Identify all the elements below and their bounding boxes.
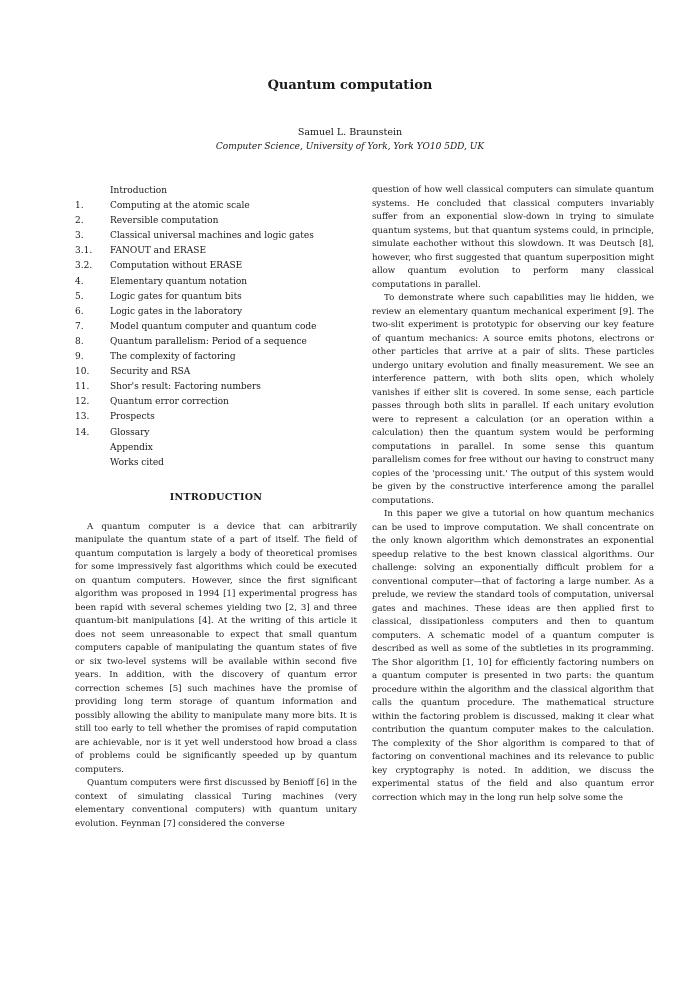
toc-label: Classical universal machines and logic gates: [110, 231, 314, 242]
body-paragraph: Quantum computers were first discussed by Benioff [6] in the context of simulating classical Turing machines (very elementary conventional computers) with quantum unitary evolution. Feynman [7] considered the converse: [75, 778, 357, 829]
toc-number: 7.: [75, 321, 84, 332]
toc-number: 9.: [75, 352, 84, 363]
toc-label: Quantum parallelism: Period of a sequence: [110, 336, 307, 347]
toc-label: Glossary: [110, 427, 150, 438]
body-paragraph: To demonstrate where such capabilities may lie hidden, we review an elementary quantum mechanical experiment [9]. The two-slit experiment is prototypic for observing our key feature of quantum mechanics: A source emits photons, electrons or other particles that arrive at a pair of slits. These particles undergo unitary evolution and finally measurement. We see an interference pattern, with both slits open, which wholely vanishes if either slit is covered. In some sense, each particle passes through both slits in parallel. If each unitary evolution were to represent a calculation (or an operation within a calculation) then the quantum system would be performing computations in parallel. In some sense this quantum parallelism comes for free without our having to construct many copies of the 'processing unit.' The output of this system would be given by the constructive interference among the parallel computations.: [372, 293, 654, 506]
toc-label: Works cited: [110, 457, 164, 468]
toc-label: Computing at the atomic scale: [110, 201, 250, 212]
toc-number: 12.: [75, 397, 90, 408]
toc-number: [75, 456, 110, 471]
toc-number: 14.: [75, 427, 90, 438]
toc-number: 3.: [75, 231, 84, 242]
toc-label: Reversible computation: [110, 216, 219, 227]
toc-entry: [75, 305, 357, 320]
toc-entry: [75, 275, 357, 290]
toc-entry: [75, 184, 357, 199]
toc-number: 1.: [75, 201, 84, 212]
toc-label: Appendix: [110, 442, 153, 453]
toc-number: [75, 441, 110, 456]
left-body-text: [75, 521, 357, 832]
body-paragraph: A quantum computer is a device that can arbitrarily manipulate the quantum state of a part of itself. The field of quantum computation is largely a body of theoretical promises for some impressively fast algorithms which could be executed on quantum computers. However, since the first significant algorithm was proposed in 1994 [1] experimental progress has been rapid with several schemes yielding two [2, 3] and three quantum-bit manipulations [4]. At the writing of this article it does not seem unreasonable to expect that small quantum computers capable of manipulating the quantum states of five or six two-level systems will be available within second five years. In addition, with the discovery of quantum error correction schemes [5] such machines have the promise of providing long term storage of quantum information and possibly allowing the ability to manipulate many more bits. It is still too early to tell whether the promises of rapid computation are achievable, nor is it yet well understood how broad a class of problems could be significantly speeded up by quantum computers.: [75, 521, 357, 775]
right-body-text: [372, 184, 654, 805]
toc-entry: [75, 365, 357, 380]
author-name: Samuel L. Braunstein: [297, 127, 403, 138]
toc-entry: [75, 244, 357, 259]
toc-label: Prospects: [110, 412, 155, 423]
toc-entry: [75, 441, 357, 456]
toc-entry: [75, 259, 357, 274]
toc-entry: [75, 335, 357, 350]
toc-number: [75, 184, 110, 199]
toc-number: 6.: [75, 306, 84, 317]
toc-number: 3.1.: [75, 246, 93, 257]
toc-number: 4.: [75, 276, 84, 287]
toc-entry: [75, 410, 357, 425]
toc-label: Elementary quantum notation: [110, 276, 248, 287]
toc-entry: [75, 229, 357, 244]
toc-entry: [75, 199, 357, 214]
right-column: [372, 184, 654, 805]
toc-entry: [75, 426, 357, 441]
toc-entry: [75, 456, 357, 471]
toc-entry: [75, 290, 357, 305]
toc-entry: [75, 350, 357, 365]
section-heading: INTRODUCTION: [169, 491, 263, 503]
toc-label: Model quantum computer and quantum code: [110, 321, 317, 332]
toc-number: 8.: [75, 336, 84, 347]
body-paragraph: question of how well classical computers can simulate quantum systems. He concluded that classical computers invariably suffer from an exponential slow-down in trying to simulate quantum systems, but that quantum systems could, in principle, simulate eachother without this slowdown. It was Deutsch [8], however, who first suggested that quantum superposition might allow quantum evolution to perform many classical computations in parallel.: [372, 185, 654, 290]
toc-number: 5.: [75, 291, 84, 302]
toc-entry: [75, 380, 357, 395]
toc-label: FANOUT and ERASE: [110, 246, 207, 257]
toc-label: Security and RSA: [110, 367, 191, 378]
body-paragraph: In this paper we give a tutorial on how quantum mechanics can be used to improve computation. We shall concentrate on the only known algorithm which demonstrates an exponential speedup relative to the best known classical algorithms. Our challenge: solving an exponentially difficult problem for a conventional computer—that of factoring a large number. As a prelude, we review the standard tools of computation, universal gates and machines. These ideas are then applied first to classical, dissipationless computers and then to quantum computers. A schematic model of a quantum computer is described as well as some of the subtleties in its programming. The Shor algorithm [1, 10] for efficiently factoring numbers on a quantum computer is presented in two parts: the quantum procedure within the algorithm and the classical algorithm that calls the quantum procedure. The mathematical structure within the factoring problem is discussed, making it clear what contribution the quantum computer makes to the calculation. The complexity of the Shor algorithm is compared to that of factoring on conventional machines and its relevance to public key cryptography is noted. In addition, we discuss the experimental status of the field and also quantum error correction which may in the long run help solve some the: [372, 509, 654, 803]
toc-entry: [75, 320, 357, 335]
table-of-contents: [75, 184, 357, 471]
toc-entry: [75, 395, 357, 410]
toc-label: Logic gates for quantum bits: [110, 291, 242, 302]
toc-number: 13.: [75, 412, 90, 423]
toc-entry: [75, 214, 357, 229]
toc-number: 11.: [75, 382, 90, 393]
left-column: [75, 184, 357, 831]
toc-number: 2.: [75, 216, 84, 227]
paper-title: Quantum computation: [267, 78, 433, 93]
toc-label: Computation without ERASE: [110, 261, 243, 272]
author-affiliation: Computer Science, University of York, York YO10 5DD, UK: [215, 142, 485, 152]
toc-label: Logic gates in the laboratory: [110, 306, 243, 317]
toc-number: 10.: [75, 367, 90, 378]
toc-label: Quantum error correction: [110, 397, 229, 408]
toc-number: 3.2.: [75, 261, 93, 272]
toc-label: The complexity of factoring: [110, 352, 236, 363]
toc-label: Shor's result: Factoring numbers: [110, 382, 261, 393]
toc-label: Introduction: [110, 186, 167, 196]
